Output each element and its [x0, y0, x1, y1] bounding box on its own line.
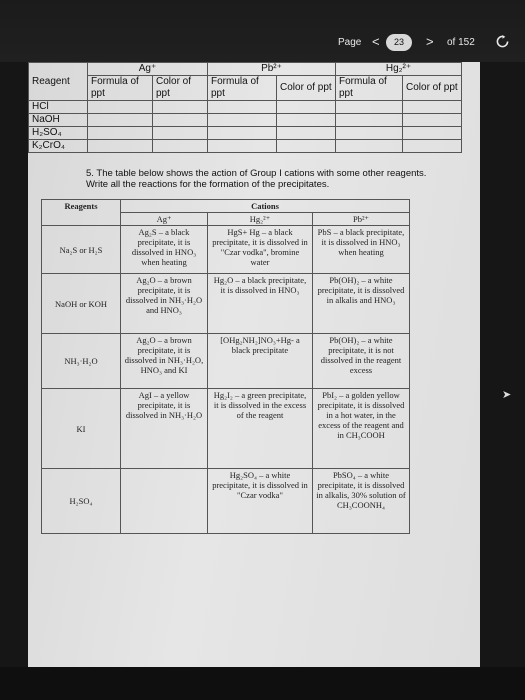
- refresh-icon[interactable]: [496, 35, 509, 48]
- reagent-cell: NH₃·H₂O: [42, 334, 121, 389]
- table-row: K₂CrO₄: [29, 140, 88, 153]
- reaction-cell: PbS – a black precipitate, it is dissolved in HNO₃ when heating: [313, 226, 410, 274]
- reaction-cell: PbSO₄ – a white precipitate, it is dissolved in alkalis, 30% solution of CH₃COONH₄: [313, 469, 410, 534]
- reaction-cell: Hg₂I₂ – a green precipitate, it is dissolved in the excess of the reagent: [208, 389, 313, 469]
- reactions-table: [41, 199, 410, 534]
- next-page-button[interactable]: >: [426, 34, 434, 49]
- reaction-cell: Ag₂S – a black precipitate, it is dissolved in HNO₃ when heating: [121, 226, 208, 274]
- reaction-cell: AgI – a yellow precipitate, it is dissolved in NH₃·H₂O: [121, 389, 208, 469]
- reaction-cell: Hg₂O – a black precipitate, it is dissolved in HNO₃: [208, 274, 313, 334]
- column-header: Formula of ppt: [208, 76, 277, 101]
- reaction-cell: Ag₂O – a brown precipitate, it is dissolved in NH₃·H₂O and HNO₃: [121, 274, 208, 334]
- table-row: HCl: [29, 101, 88, 114]
- column-header: Color of ppt: [153, 76, 208, 101]
- reagents-header: Reagents: [42, 200, 121, 226]
- total-pages: of 152: [447, 37, 475, 48]
- reagent-cell: KI: [42, 389, 121, 469]
- reagent-cell: H₂SO₄: [42, 469, 121, 534]
- mouse-cursor-icon: ➤: [502, 389, 512, 401]
- ag-header: Ag⁺: [88, 63, 208, 76]
- reaction-cell: Pb(OH)₂ – a white precipitate, it is dissolved in alkalis and HNO₃: [313, 274, 410, 334]
- viewer-toolbar: [0, 0, 525, 62]
- hg-header: Hg₂²⁺: [336, 63, 462, 76]
- previous-page-button[interactable]: <: [372, 34, 380, 49]
- cation-hg: Hg₂²⁺: [208, 213, 313, 226]
- summary-table: [28, 62, 462, 153]
- bottom-bezel: [0, 667, 525, 700]
- reagent-cell: NaOH or KOH: [42, 274, 121, 334]
- reaction-cell: Pb(OH)₂ – a white precipitate, it is not dissolved in the reagent excess: [313, 334, 410, 389]
- reagent-cell: Na₂S or H₂S: [42, 226, 121, 274]
- column-header: Color of ppt: [403, 76, 462, 101]
- reagent-header: Reagent: [29, 63, 88, 101]
- reaction-cell: Hg₂SO₄ – a white precipitate, it is dissolved in "Czar vodka": [208, 469, 313, 534]
- page-label: Page: [338, 37, 362, 48]
- table-row: NaOH: [29, 114, 88, 127]
- reaction-cell: PbI₂ – a golden yellow precipitate, it is dissolved in a hot water, in the excess of the reagent and in CH₃COOH: [313, 389, 410, 469]
- column-header: Formula of ppt: [88, 76, 153, 101]
- column-header: Color of ppt: [277, 76, 336, 101]
- current-page-input[interactable]: 23: [386, 34, 412, 51]
- cation-ag: Ag⁺: [121, 213, 208, 226]
- column-header: Formula of ppt: [336, 76, 403, 101]
- cation-pb: Pb²⁺: [313, 213, 410, 226]
- reaction-cell: [121, 469, 208, 534]
- pb-header: Pb²⁺: [208, 63, 336, 76]
- cations-header: Cations: [121, 200, 410, 213]
- document-page: [28, 62, 480, 667]
- reaction-cell: Ag₂O – a brown precipitate, it is dissolved in NH₃·H₂O, HNO₃ and KI: [121, 334, 208, 389]
- table-row: H₂SO₄: [29, 127, 88, 140]
- question-text: 5. The table below shows the action of Group I cations with some other reagents. Write all the reactions for the formation of the precipitates.: [86, 168, 427, 190]
- reaction-cell: HgS+ Hg – a black precipitate, it is dissolved in "Czar vodka", bromine water: [208, 226, 313, 274]
- reaction-cell: [OHg₂NH₂]NO₃+Hg- a black precipitate: [208, 334, 313, 389]
